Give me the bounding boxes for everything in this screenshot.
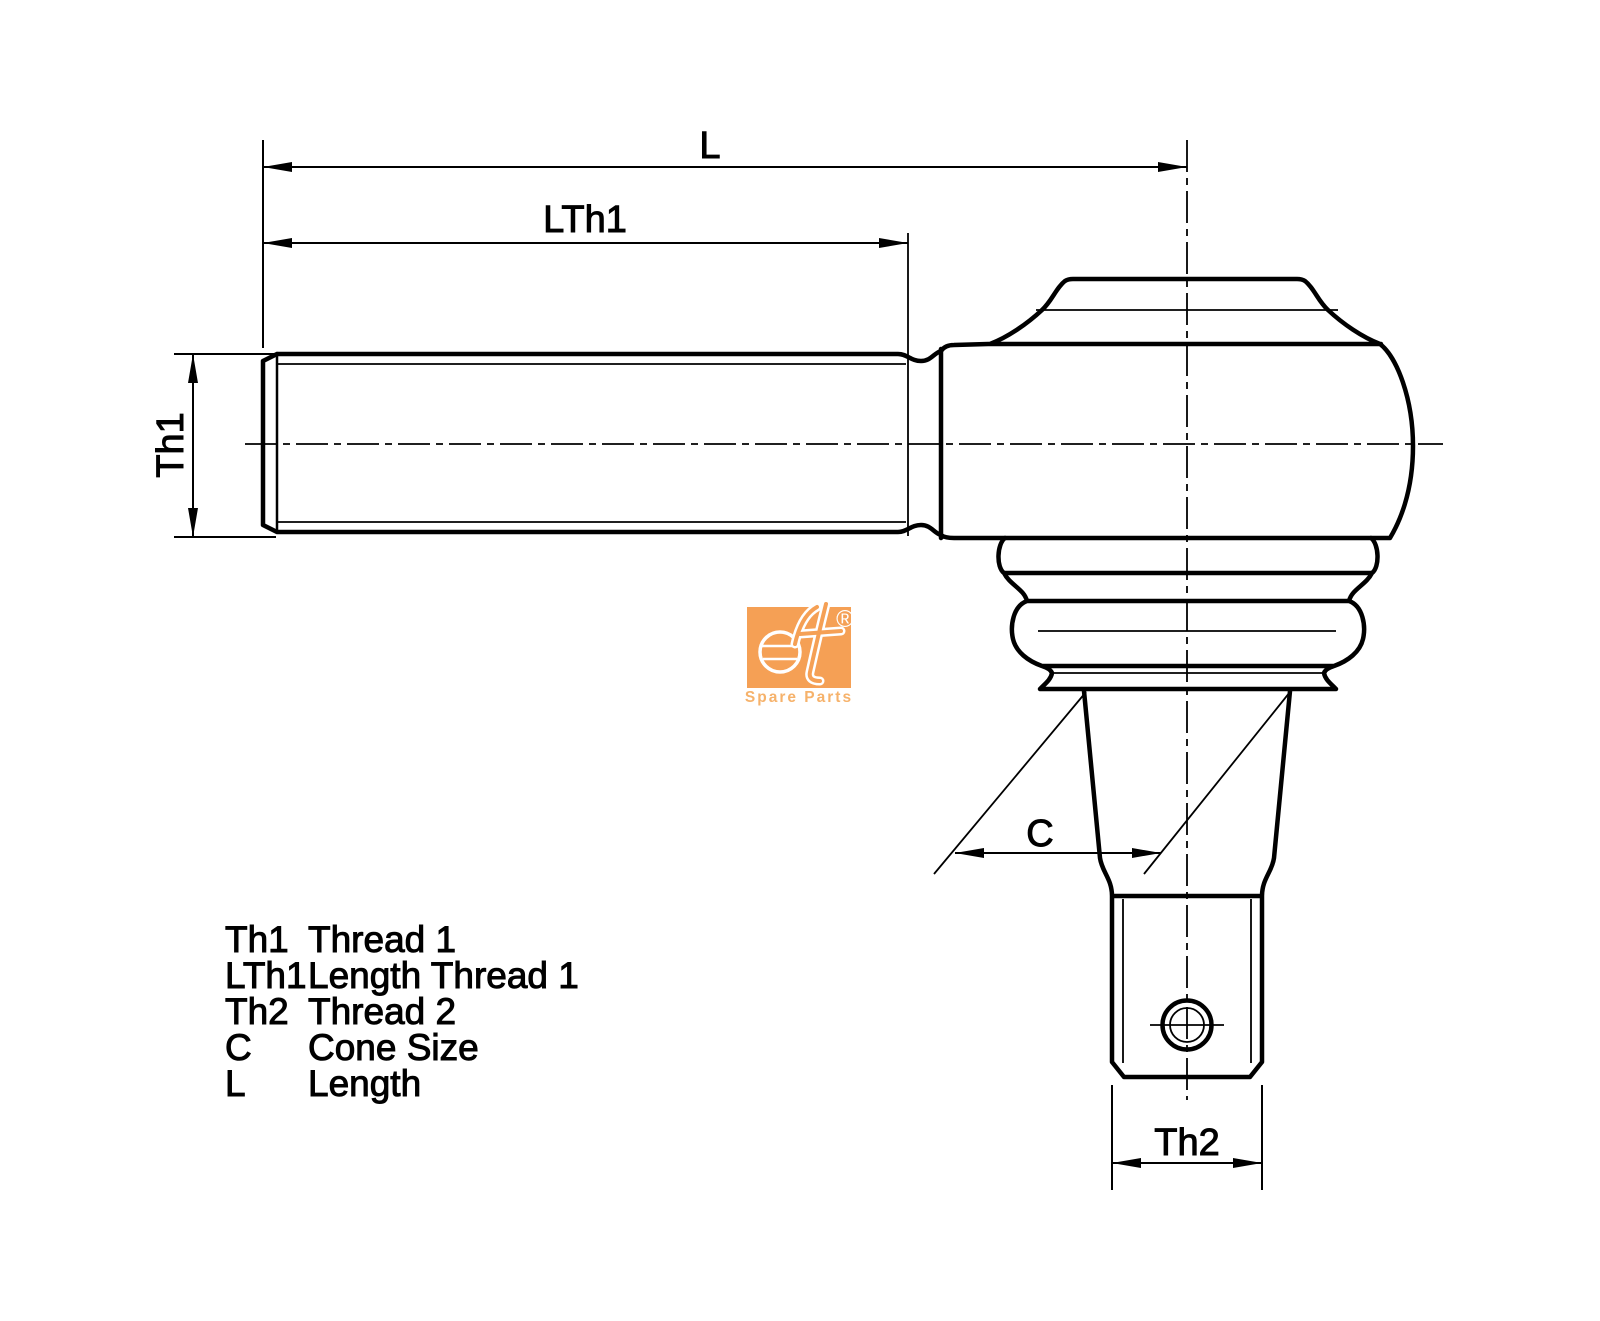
legend-abbr-th1: Th1: [225, 919, 289, 960]
threaded-rod: [263, 233, 941, 536]
legend-desc-th2: Thread 2: [308, 991, 457, 1032]
dimension-Th2: [1112, 1085, 1262, 1190]
cone-construction-diagonals: [934, 692, 1290, 874]
dim-label-Th2: Th2: [1154, 1122, 1220, 1164]
legend-desc-th1: Thread 1: [308, 919, 457, 960]
dim-label-Th1: Th1: [150, 412, 192, 478]
dimension-C: [955, 813, 1161, 858]
cone-and-stud: [934, 691, 1290, 1077]
dimension-L: [263, 125, 1187, 348]
rod-outline: [263, 351, 941, 535]
legend-abbr-lth1: LTh1: [225, 955, 307, 996]
legend-desc-l: Length: [308, 1063, 422, 1104]
logo-subtitle: Spare Parts: [744, 689, 854, 706]
legend-abbr-c: C: [225, 1027, 252, 1068]
dt-spare-parts-logo: [745, 604, 854, 706]
dim-label-LTh1: LTh1: [543, 199, 627, 241]
housing-outline: [941, 279, 1413, 538]
dim-label-L: L: [699, 125, 721, 167]
legend-desc-c: Cone Size: [308, 1027, 479, 1068]
legend-abbr-l: L: [225, 1063, 246, 1104]
legend-abbr-th2: Th2: [225, 991, 289, 1032]
rod-thread-root-lines: [278, 364, 906, 522]
logo-registered-mark: ®: [836, 606, 854, 633]
dimension-LTh1: [263, 199, 908, 248]
dim-label-C: C: [1026, 813, 1054, 855]
dimension-Th1: [150, 354, 276, 537]
boot-bellows: [998, 538, 1377, 689]
boot-outline: [998, 538, 1377, 689]
legend-desc-lth1: Length Thread 1: [308, 955, 579, 996]
ball-housing: [941, 279, 1413, 538]
legend: [225, 919, 579, 1104]
